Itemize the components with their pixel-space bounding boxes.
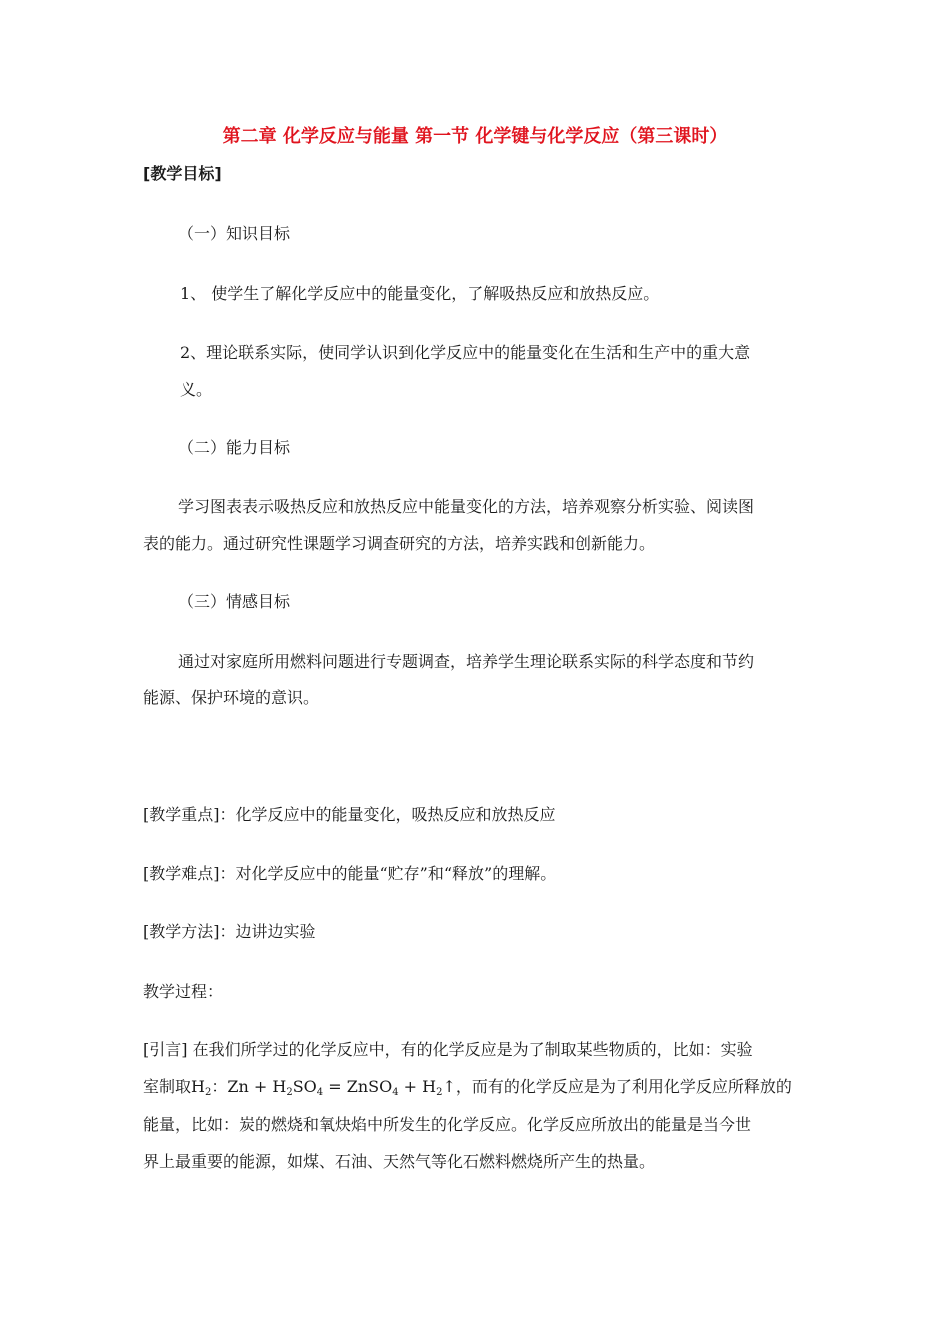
knowledge-item-2-line-2: 义。 xyxy=(180,380,213,399)
difficulty: [教学难点]：对化学反应中的能量“贮存”和“释放”的理解。 xyxy=(143,864,557,883)
emotion-heading: （三）情感目标 xyxy=(178,592,291,611)
intro-line-4: 界上最重要的能源，如煤、石油、天然气等化石燃料燃烧所产生的热量。 xyxy=(143,1152,656,1171)
knowledge-heading: （一）知识目标 xyxy=(178,224,291,243)
intro-line-3: 能量，比如：炭的燃烧和氧炔焰中所发生的化学反应。化学反应所放出的能量是当今世 xyxy=(143,1115,752,1134)
ability-line-1: 学习图表表示吸热反应和放热反应中能量变化的方法，培养观察分析实验、阅读图 xyxy=(178,497,755,516)
emotion-line-1: 通过对家庭所用燃料问题进行专题调查，培养学生理论联系实际的科学态度和节约 xyxy=(178,652,755,671)
emotion-line-2: 能源、保护环境的意识。 xyxy=(143,688,320,707)
knowledge-item-2-line-1: 2、理论联系实际，使同学认识到化学反应中的能量变化在生活和生产中的重大意 xyxy=(180,343,751,362)
objectives-heading: [教学目标] xyxy=(143,164,222,183)
intro-line-2: 室制取$H_2$：$Zn + H_2SO_4$ = ZnSO$_4$ + $H_2↑$，而有的化学反应是为了利用化学反应所释放的 xyxy=(143,1077,792,1098)
process-heading: 教学过程： xyxy=(143,982,224,1001)
ability-heading: （二）能力目标 xyxy=(178,438,291,457)
knowledge-item-1: 1、 使学生了解化学反应中的能量变化，了解吸热反应和放热反应。 xyxy=(180,284,660,303)
page-title: 第二章 化学反应与能量 第一节 化学键与化学反应（第三课时） xyxy=(222,126,728,147)
intro-line-1: [引言] 在我们所学过的化学反应中，有的化学反应是为了制取某些物质的，比如：实验 xyxy=(143,1040,753,1059)
key-point: [教学重点]：化学反应中的能量变化，吸热反应和放热反应 xyxy=(143,805,556,824)
teaching-method: [教学方法]：边讲边实验 xyxy=(143,922,316,941)
ability-line-2: 表的能力。通过研究性课题学习调查研究的方法，培养实践和创新能力。 xyxy=(143,534,656,553)
